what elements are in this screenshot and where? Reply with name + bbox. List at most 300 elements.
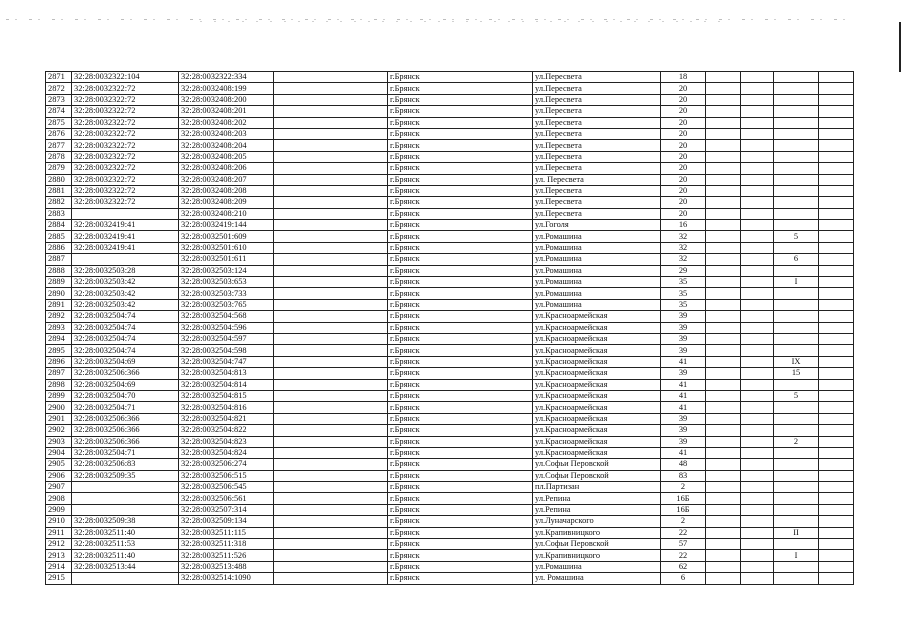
empty-cell (274, 231, 388, 242)
house-number-cell: 39 (661, 322, 706, 333)
row-number-cell: 2898 (46, 379, 72, 390)
apartment-cell (774, 482, 819, 493)
street-cell: ул.Софьи Перовской (533, 459, 661, 470)
empty-cell (741, 527, 774, 538)
street-cell: ул.Красноармейская (533, 413, 661, 424)
row-number-cell: 2894 (46, 333, 72, 344)
row-number-cell: 2900 (46, 402, 72, 413)
row-number-cell: 2896 (46, 356, 72, 367)
empty-cell (819, 185, 854, 196)
house-number-cell: 48 (661, 459, 706, 470)
row-number-cell: 2915 (46, 573, 72, 584)
empty-cell (819, 72, 854, 83)
empty-cell (706, 72, 741, 83)
house-number-cell: 20 (661, 117, 706, 128)
cadastral-object-cell: 32:28:0032507:314 (179, 504, 274, 515)
row-number-cell: 2914 (46, 561, 72, 572)
empty-cell (819, 493, 854, 504)
empty-cell (819, 504, 854, 515)
row-number-cell: 2871 (46, 72, 72, 83)
empty-cell (741, 333, 774, 344)
row-number-cell: 2888 (46, 265, 72, 276)
city-cell: г.Брянск (388, 356, 533, 367)
city-cell: г.Брянск (388, 197, 533, 208)
cadastral-parcel-cell: 32:28:0032506:83 (72, 459, 179, 470)
apartment-cell: II (774, 527, 819, 538)
cadastral-object-cell: 32:28:0032408:209 (179, 197, 274, 208)
table-row (46, 493, 854, 504)
empty-cell (274, 322, 388, 333)
city-cell: г.Брянск (388, 83, 533, 94)
empty-cell (741, 106, 774, 117)
cadastral-object-cell: 32:28:0032419:144 (179, 220, 274, 231)
empty-cell (706, 527, 741, 538)
empty-cell (274, 311, 388, 322)
city-cell: г.Брянск (388, 185, 533, 196)
empty-cell (741, 220, 774, 231)
row-number-cell: 2899 (46, 390, 72, 401)
empty-cell (274, 151, 388, 162)
empty-cell (819, 368, 854, 379)
empty-cell (819, 333, 854, 344)
city-cell: г.Брянск (388, 117, 533, 128)
empty-cell (274, 356, 388, 367)
empty-cell (741, 311, 774, 322)
apartment-cell (774, 72, 819, 83)
table-row (46, 174, 854, 185)
cadastral-parcel-cell: 32:28:0032504:74 (72, 333, 179, 344)
apartment-cell (774, 311, 819, 322)
apartment-cell: 5 (774, 390, 819, 401)
apartment-cell: 15 (774, 368, 819, 379)
empty-cell (274, 413, 388, 424)
street-cell: ул. Пересвета (533, 174, 661, 185)
row-number-cell: 2909 (46, 504, 72, 515)
table-row (46, 322, 854, 333)
empty-cell (819, 265, 854, 276)
apartment-cell (774, 413, 819, 424)
house-number-cell: 57 (661, 539, 706, 550)
table-row (46, 447, 854, 458)
apartment-cell (774, 459, 819, 470)
cadastral-object-cell: 32:28:0032504:823 (179, 436, 274, 447)
cadastral-object-cell: 32:28:0032514:1090 (179, 573, 274, 584)
house-number-cell: 41 (661, 356, 706, 367)
empty-cell (819, 288, 854, 299)
empty-cell (819, 527, 854, 538)
house-number-cell: 20 (661, 106, 706, 117)
empty-cell (274, 83, 388, 94)
apartment-cell (774, 208, 819, 219)
empty-cell (741, 197, 774, 208)
empty-cell (706, 311, 741, 322)
empty-cell (819, 459, 854, 470)
row-number-cell: 2897 (46, 368, 72, 379)
cadastral-object-cell: 32:28:0032408:206 (179, 163, 274, 174)
house-number-cell: 20 (661, 151, 706, 162)
empty-cell (706, 197, 741, 208)
apartment-cell (774, 504, 819, 515)
empty-cell (819, 379, 854, 390)
empty-cell (819, 197, 854, 208)
table-row (46, 504, 854, 515)
house-number-cell: 20 (661, 174, 706, 185)
empty-cell (706, 94, 741, 105)
empty-cell (741, 254, 774, 265)
row-number-cell: 2885 (46, 231, 72, 242)
house-number-cell: 41 (661, 447, 706, 458)
cadastral-parcel-cell: 32:28:0032511:53 (72, 539, 179, 550)
row-number-cell: 2873 (46, 94, 72, 105)
cadastral-object-cell: 32:28:0032503:733 (179, 288, 274, 299)
apartment-cell (774, 106, 819, 117)
empty-cell (706, 459, 741, 470)
table-row (46, 402, 854, 413)
cadastral-parcel-cell (72, 254, 179, 265)
scan-noise-line-secondary (200, 21, 720, 22)
city-cell: г.Брянск (388, 482, 533, 493)
row-number-cell: 2879 (46, 163, 72, 174)
cadastral-parcel-cell: 32:28:0032419:41 (72, 231, 179, 242)
empty-cell (741, 94, 774, 105)
empty-cell (819, 106, 854, 117)
table-row (46, 470, 854, 481)
apartment-cell (774, 288, 819, 299)
cadastral-parcel-cell: 32:28:0032322:72 (72, 128, 179, 139)
empty-cell (706, 470, 741, 481)
empty-cell (741, 299, 774, 310)
empty-cell (274, 242, 388, 253)
cadastral-parcel-cell: 32:28:0032504:74 (72, 311, 179, 322)
apartment-cell (774, 117, 819, 128)
table-row (46, 368, 854, 379)
cadastral-parcel-cell: 32:28:0032322:104 (72, 72, 179, 83)
empty-cell (706, 288, 741, 299)
street-cell: ул.Пересвета (533, 208, 661, 219)
city-cell: г.Брянск (388, 322, 533, 333)
empty-cell (741, 231, 774, 242)
empty-cell (706, 277, 741, 288)
city-cell: г.Брянск (388, 561, 533, 572)
table-row (46, 94, 854, 105)
empty-cell (706, 106, 741, 117)
empty-cell (819, 561, 854, 572)
empty-cell (706, 402, 741, 413)
apartment-cell: 6 (774, 254, 819, 265)
scan-edge-mark (899, 22, 901, 72)
cadastral-parcel-cell (72, 504, 179, 515)
empty-cell (819, 356, 854, 367)
apartment-cell (774, 94, 819, 105)
table-row (46, 185, 854, 196)
empty-cell (706, 140, 741, 151)
apartment-cell: IX (774, 356, 819, 367)
house-number-cell: 16Б (661, 504, 706, 515)
cadastral-parcel-cell: 32:28:0032504:69 (72, 379, 179, 390)
empty-cell (274, 185, 388, 196)
cadastral-object-cell: 32:28:0032408:208 (179, 185, 274, 196)
city-cell: г.Брянск (388, 311, 533, 322)
empty-cell (819, 83, 854, 94)
street-cell: ул.Красноармейская (533, 436, 661, 447)
house-number-cell: 39 (661, 436, 706, 447)
empty-cell (274, 106, 388, 117)
house-number-cell: 29 (661, 265, 706, 276)
empty-cell (706, 561, 741, 572)
apartment-cell: 2 (774, 436, 819, 447)
city-cell: г.Брянск (388, 368, 533, 379)
street-cell: ул.Пересвета (533, 106, 661, 117)
house-number-cell: 39 (661, 333, 706, 344)
empty-cell (706, 413, 741, 424)
street-cell: ул.Репина (533, 504, 661, 515)
empty-cell (741, 140, 774, 151)
cadastral-parcel-cell: 32:28:0032509:35 (72, 470, 179, 481)
row-number-cell: 2881 (46, 185, 72, 196)
apartment-cell: 5 (774, 231, 819, 242)
cadastral-object-cell: 32:28:0032511:526 (179, 550, 274, 561)
apartment-cell (774, 573, 819, 584)
street-cell: ул.Пересвета (533, 151, 661, 162)
empty-cell (741, 128, 774, 139)
empty-cell (819, 425, 854, 436)
street-cell: ул.Пересвета (533, 94, 661, 105)
cadastral-object-cell: 32:28:0032501:610 (179, 242, 274, 253)
table-row (46, 299, 854, 310)
table-row (46, 140, 854, 151)
table-row (46, 72, 854, 83)
table-row (46, 220, 854, 231)
city-cell: г.Брянск (388, 151, 533, 162)
empty-cell (819, 163, 854, 174)
apartment-cell (774, 447, 819, 458)
apartment-cell: I (774, 277, 819, 288)
house-number-cell: 20 (661, 208, 706, 219)
empty-cell (274, 379, 388, 390)
cadastral-parcel-cell: 32:28:0032419:41 (72, 220, 179, 231)
empty-cell (741, 447, 774, 458)
table-row (46, 288, 854, 299)
empty-cell (819, 128, 854, 139)
cadastral-parcel-cell: 32:28:0032322:72 (72, 197, 179, 208)
empty-cell (819, 277, 854, 288)
empty-cell (741, 356, 774, 367)
city-cell: г.Брянск (388, 459, 533, 470)
cadastral-parcel-cell (72, 208, 179, 219)
apartment-cell (774, 379, 819, 390)
empty-cell (819, 94, 854, 105)
cadastral-object-cell: 32:28:0032503:653 (179, 277, 274, 288)
empty-cell (741, 265, 774, 276)
cadastral-parcel-cell: 32:28:0032322:72 (72, 163, 179, 174)
apartment-cell (774, 516, 819, 527)
city-cell: г.Брянск (388, 265, 533, 276)
house-number-cell: 2 (661, 482, 706, 493)
street-cell: ул.Крапивницкого (533, 527, 661, 538)
empty-cell (741, 242, 774, 253)
cadastral-parcel-cell: 32:28:0032506:366 (72, 413, 179, 424)
empty-cell (819, 390, 854, 401)
cadastral-object-cell: 32:28:0032504:596 (179, 322, 274, 333)
cadastral-object-cell: 32:28:0032503:124 (179, 265, 274, 276)
empty-cell (741, 322, 774, 333)
street-cell: ул.Пересвета (533, 128, 661, 139)
cadastral-parcel-cell: 32:28:0032509:38 (72, 516, 179, 527)
cadastral-parcel-cell: 32:28:0032322:72 (72, 174, 179, 185)
empty-cell (741, 550, 774, 561)
table-row (46, 527, 854, 538)
empty-cell (274, 128, 388, 139)
row-number-cell: 2904 (46, 447, 72, 458)
empty-cell (274, 459, 388, 470)
empty-cell (706, 356, 741, 367)
empty-cell (274, 265, 388, 276)
empty-cell (741, 516, 774, 527)
house-number-cell: 41 (661, 379, 706, 390)
house-number-cell: 39 (661, 425, 706, 436)
cadastral-object-cell: 32:28:0032511:115 (179, 527, 274, 538)
empty-cell (741, 208, 774, 219)
city-cell: г.Брянск (388, 220, 533, 231)
street-cell: ул.Гоголя (533, 220, 661, 231)
street-cell: ул.Красноармейская (533, 322, 661, 333)
empty-cell (706, 573, 741, 584)
empty-cell (819, 539, 854, 550)
empty-cell (741, 561, 774, 572)
cadastral-object-cell: 32:28:0032504:815 (179, 390, 274, 401)
apartment-cell (774, 128, 819, 139)
empty-cell (819, 516, 854, 527)
cadastral-parcel-cell: 32:28:0032504:74 (72, 322, 179, 333)
row-number-cell: 2886 (46, 242, 72, 253)
empty-cell (274, 550, 388, 561)
table-row (46, 197, 854, 208)
row-number-cell: 2878 (46, 151, 72, 162)
cadastral-parcel-cell: 32:28:0032511:40 (72, 527, 179, 538)
empty-cell (274, 447, 388, 458)
cadastral-parcel-cell (72, 493, 179, 504)
empty-cell (706, 447, 741, 458)
table-row (46, 379, 854, 390)
cadastral-object-cell: 32:28:0032504:597 (179, 333, 274, 344)
apartment-cell (774, 197, 819, 208)
street-cell: ул.Пересвета (533, 163, 661, 174)
cadastral-parcel-cell: 32:28:0032504:74 (72, 345, 179, 356)
city-cell: г.Брянск (388, 550, 533, 561)
row-number-cell: 2884 (46, 220, 72, 231)
empty-cell (741, 277, 774, 288)
city-cell: г.Брянск (388, 504, 533, 515)
row-number-cell: 2890 (46, 288, 72, 299)
cadastral-object-cell: 32:28:0032504:598 (179, 345, 274, 356)
street-cell: ул.Пересвета (533, 197, 661, 208)
street-cell: ул.Ромашина (533, 288, 661, 299)
cadastral-object-cell: 32:28:0032408:200 (179, 94, 274, 105)
city-cell: г.Брянск (388, 436, 533, 447)
empty-cell (274, 345, 388, 356)
table-row (46, 277, 854, 288)
cadastral-parcel-cell (72, 573, 179, 584)
empty-cell (706, 151, 741, 162)
street-cell: ул.Пересвета (533, 72, 661, 83)
cadastral-object-cell: 32:28:0032506:545 (179, 482, 274, 493)
house-number-cell: 20 (661, 83, 706, 94)
empty-cell (819, 208, 854, 219)
apartment-cell (774, 333, 819, 344)
cadastral-parcel-cell: 32:28:0032322:72 (72, 106, 179, 117)
row-number-cell: 2913 (46, 550, 72, 561)
house-number-cell: 2 (661, 516, 706, 527)
empty-cell (274, 299, 388, 310)
table-row (46, 345, 854, 356)
street-cell: ул.Ромашина (533, 242, 661, 253)
cadastral-object-cell: 32:28:0032408:204 (179, 140, 274, 151)
street-cell: ул.Красноармейская (533, 345, 661, 356)
empty-cell (741, 573, 774, 584)
house-number-cell: 20 (661, 128, 706, 139)
cadastral-parcel-cell: 32:28:0032322:72 (72, 185, 179, 196)
row-number-cell: 2877 (46, 140, 72, 151)
cadastral-object-cell: 32:28:0032408:201 (179, 106, 274, 117)
house-number-cell: 20 (661, 185, 706, 196)
city-cell: г.Брянск (388, 231, 533, 242)
empty-cell (741, 117, 774, 128)
city-cell: г.Брянск (388, 390, 533, 401)
city-cell: г.Брянск (388, 345, 533, 356)
empty-cell (819, 470, 854, 481)
empty-cell (819, 322, 854, 333)
empty-cell (274, 493, 388, 504)
street-cell: ул.Ромашина (533, 299, 661, 310)
city-cell: г.Брянск (388, 242, 533, 253)
table-row (46, 208, 854, 219)
empty-cell (706, 390, 741, 401)
street-cell: ул.Красноармейская (533, 425, 661, 436)
cadastral-parcel-cell: 32:28:0032503:42 (72, 277, 179, 288)
table-row (46, 311, 854, 322)
empty-cell (819, 254, 854, 265)
street-cell: ул.Красноармейская (533, 311, 661, 322)
empty-cell (274, 402, 388, 413)
empty-cell (706, 516, 741, 527)
empty-cell (741, 379, 774, 390)
row-number-cell: 2905 (46, 459, 72, 470)
cadastral-parcel-cell: 32:28:0032504:71 (72, 402, 179, 413)
cadastral-object-cell: 32:28:0032503:765 (179, 299, 274, 310)
empty-cell (274, 573, 388, 584)
house-number-cell: 20 (661, 94, 706, 105)
empty-cell (274, 390, 388, 401)
apartment-cell (774, 265, 819, 276)
cadastral-parcel-cell: 32:28:0032503:42 (72, 288, 179, 299)
empty-cell (706, 425, 741, 436)
cadastral-object-cell: 32:28:0032504:568 (179, 311, 274, 322)
house-number-cell: 41 (661, 390, 706, 401)
street-cell: ул.Красноармейская (533, 447, 661, 458)
scan-noise-line (6, 19, 846, 20)
city-cell: г.Брянск (388, 447, 533, 458)
house-number-cell: 20 (661, 197, 706, 208)
empty-cell (274, 117, 388, 128)
empty-cell (741, 72, 774, 83)
cadastral-parcel-cell: 32:28:0032506:366 (72, 368, 179, 379)
row-number-cell: 2891 (46, 299, 72, 310)
street-cell: ул.Красноармейская (533, 402, 661, 413)
house-number-cell: 22 (661, 550, 706, 561)
empty-cell (741, 368, 774, 379)
city-cell: г.Брянск (388, 277, 533, 288)
row-number-cell: 2901 (46, 413, 72, 424)
